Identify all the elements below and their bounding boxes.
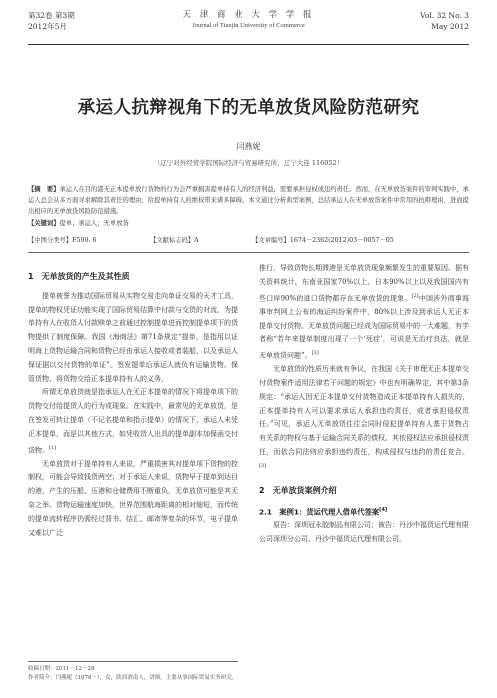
section-1-heading: 1 无单放货的产生及其性质 <box>28 272 130 281</box>
paragraph-text: 无单放货的性质历来就有争议，在我国《关于审理无正本提单交付货物案件适用法律若干问题的规定》中也有明确界定，其中第3条规定：“承运人因无正本提单交付货物造成正本提单持有人损失的，正本提单持有人可以要求承运人承担违约责任，或者承担侵权责任。”可见，承运人无单放货往往会同时侵犯提单持有人基于货物占有关系的物权与基于运输合同关系的债权，其依侵权法应承担侵权责任，而依合同法则应承担违约责任，构成侵权与违约的责任竞合。 <box>259 365 469 457</box>
author-bio: 作者简介：闫燕妮（1978－），女，陕西渭南人，讲师，主要从事国际贸易实务研究。 <box>28 675 238 681</box>
paper-title: 承运人抗辩视角下的无单放货风险防范研究 <box>77 98 420 118</box>
divider <box>28 252 469 253</box>
article-id: 【文章编号】1674－2362(2012)03－0057－05 <box>252 237 394 244</box>
paragraph-text: 中国涉外商事海事审判网上公布的海运纠纷案件中，80%以上涉及到承运人无正本提单交付货物。无单放货问题已经成为国际贸易中的一大难题，有学者称“若年来提单制度出现了一个‘死症’，可说是无治疗良法，就是无单放货问题”。 <box>259 293 470 360</box>
abstract-text: 承运人在目的港无正本提单放行货物的行为会严重损害提单持有人的经济利益，需要承担侵权或违约责任。然而，在无单放货案件的审判实践中，承运人总会从多方面寻求解除其责任的理由，给提单持有人的维权带来诸多障碍。本文通过分析典型案例，总结承运人在无单放货案件中常用的抗辩理由，进而提出相应的无单放货风险防范措施。 <box>28 186 469 216</box>
paragraph-text: 推行，导致货物长期滞港是无单放货现象频繁发生的重要原因。据有关资料统计，东南亚国家70%以上，日本90%以上以及我国国内有些口岸90%的进口货物都存在无单放货的现象。 <box>259 264 469 302</box>
document-code: 【文献标志码】A <box>150 237 199 244</box>
subsection-title: 2.1 案例1：货运代理人借单代签案 <box>259 507 380 517</box>
section-2-heading: 2 无单放货案例介绍 <box>259 485 337 495</box>
journal-name-en: Journal of Tianjin University of Commerce <box>192 22 305 29</box>
paragraph: 提单被誉为推动国际贸易从实物交易走向单证交易的天才工具，提单的物权凭证功能实现了国际贸易结算中付款与交货的对流，为提单持有人在收货人付款赎单之前通过控制提单进而控制提单项下的货物提供了制度保障。我国《海商法》第71条规定“提单，是指用以证明海上货物运输合同和货物已经由承运人接收或者装船，以及承运人保证据以交付货物的单证”。签发提单后承运人就负有运输货物、保管货物、将货物交给正本提单持有人的义务。 <box>28 291 238 383</box>
paragraph <box>28 386 238 457</box>
volume-issue: 第32卷 第3期 <box>28 11 75 20</box>
issue-date: 2012年5月 <box>28 22 67 31</box>
page-header <box>28 8 469 45</box>
article-meta <box>28 235 469 244</box>
citation-ref: [2] <box>411 292 419 299</box>
citation-ref: [4] <box>379 506 388 513</box>
paragraph: 原告：深圳冠永胶制品有限公司；被告：丹沙中福货运代理有限公司深圳分公司、丹沙中福货运代理有限公司。 <box>259 520 469 543</box>
paragraph <box>259 363 469 476</box>
left-column <box>28 262 238 540</box>
keywords-label: 【关键词】 <box>28 219 60 227</box>
abstract-label: 【摘 要】 <box>28 186 60 193</box>
header-right <box>420 10 469 32</box>
abstract-block <box>28 184 469 229</box>
affiliation: （辽宁对外经贸学院国际经济与贸易研究所，辽宁大连 116052） <box>153 159 344 167</box>
paragraph <box>259 262 469 363</box>
volume-issue-en: Vol. 32 No. 3 <box>420 11 469 20</box>
right-column <box>259 262 469 547</box>
footnote <box>28 661 238 683</box>
issue-date-en: May 2012 <box>431 22 469 31</box>
citation-ref: [3] <box>311 350 319 357</box>
citation-ref: [3] <box>259 462 267 469</box>
paragraph-text: 所谓无单放货就是指承运人在无正本提单的情况下将提单项下的货物交付给提货人的行为或现象。在实践中，最常见的无单放货，是在签发可转让提单（不记名提单和指示提单）的情况下，承运人未凭正本提单，而是以其他方式，如凭收货人出具的提单副本加保函交付货物。 <box>28 388 238 454</box>
subsection-2-1-heading <box>259 504 469 519</box>
keywords-text: 提单；承运人；无单放货 <box>59 219 129 227</box>
author-name: 闫燕妮 <box>236 142 261 151</box>
journal-name-cn: 天 津 商 业 大 学 学 报 <box>182 10 315 20</box>
citation-ref: [1] <box>49 444 57 451</box>
clc-number: 【中图分类号】F590. 6 <box>28 237 97 244</box>
received-date: 收稿日期：2011－12－28 <box>28 666 95 672</box>
paragraph: 无单放货对于提单持有人来说，严重损害其对提单项下货物的控制权，可能会导致钱货两空；对于承运人来说，货物早于提单到达目的港，产生的压船、压港和仓储费用不断重负，无单放货可能是其无奈之举。货物运输速度加快，世界范围航海距离的相对缩短，而传统的提单流转程序仍需经过背书、结汇、邮寄等复杂的环节，电子提单又难以广泛 <box>28 459 238 537</box>
